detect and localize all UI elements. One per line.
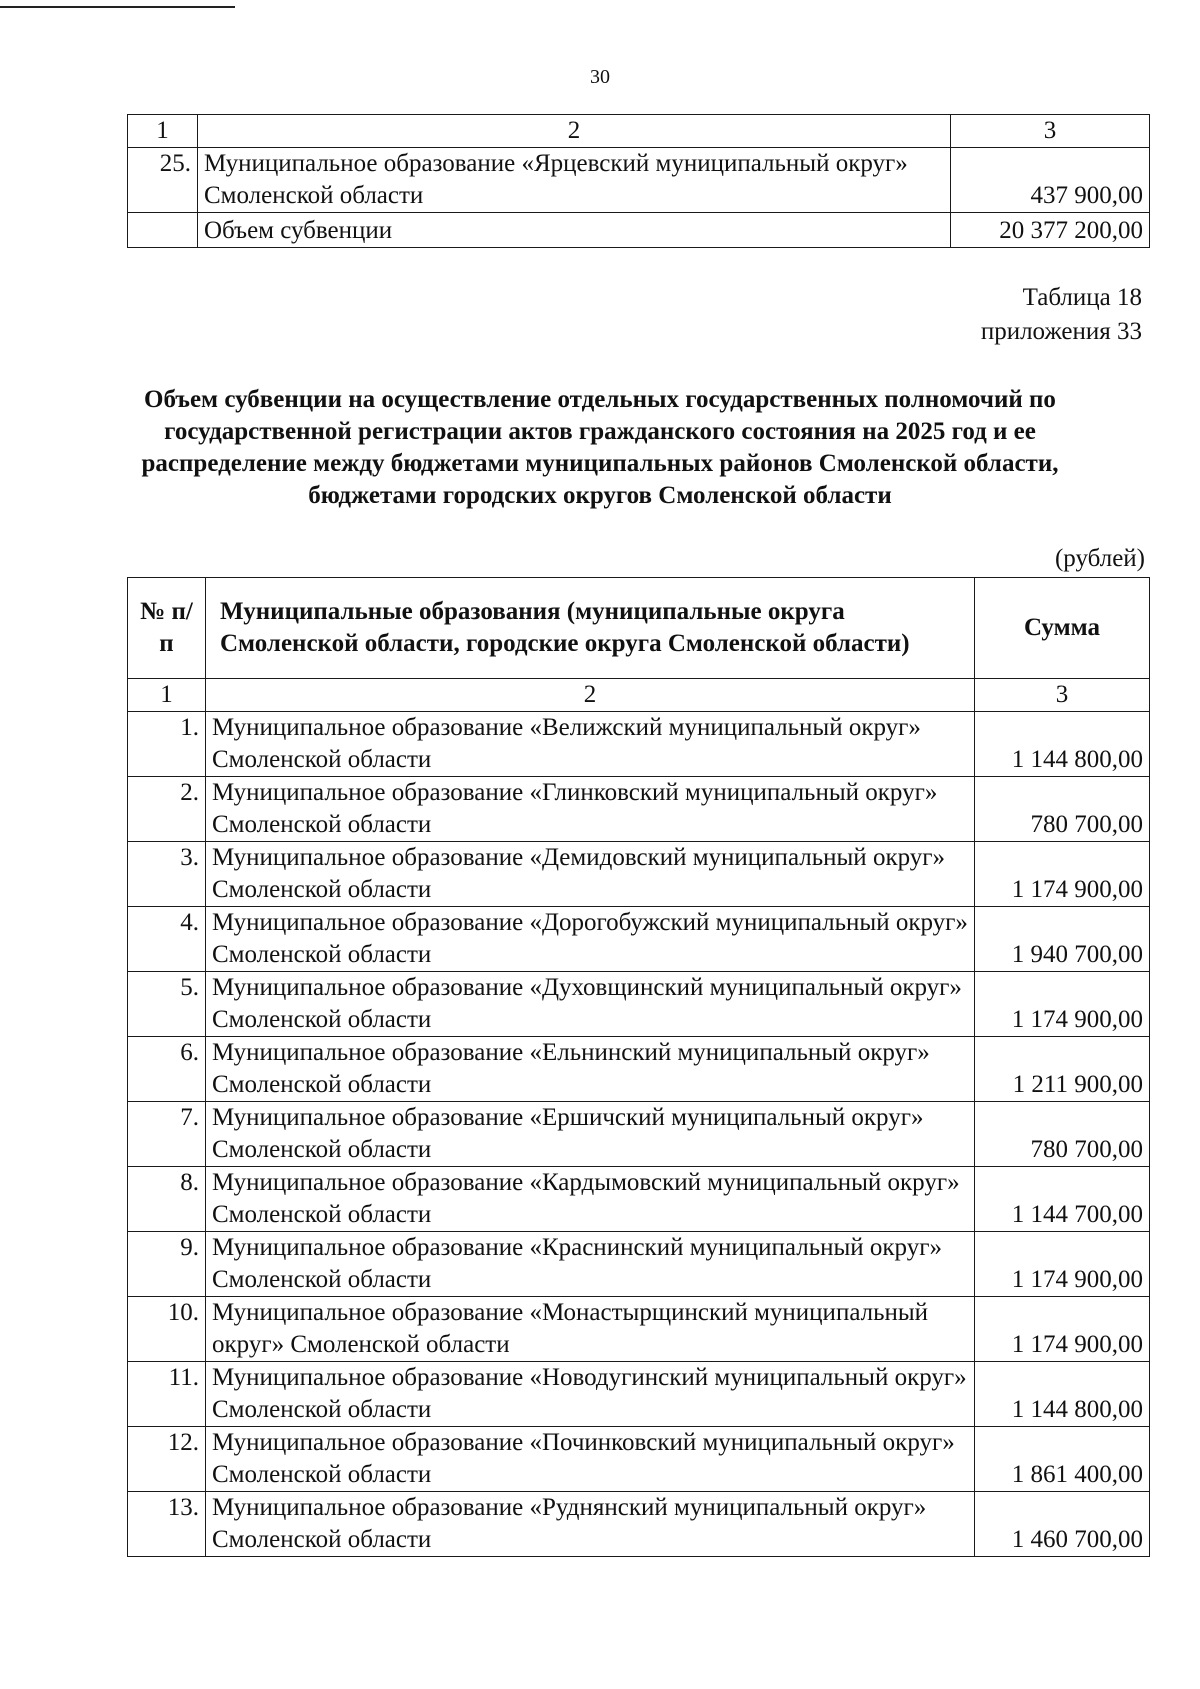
table-row <box>128 712 1150 777</box>
row-sum: 1 144 700,00 <box>975 1167 1150 1232</box>
row-sum: 780 700,00 <box>975 777 1150 842</box>
row-sum: 1 211 900,00 <box>975 1037 1150 1102</box>
table-row <box>128 1492 1150 1557</box>
row-number: 7. <box>128 1102 206 1167</box>
table-row <box>128 1362 1150 1427</box>
row-sum: 1 940 700,00 <box>975 907 1150 972</box>
row-number: 5. <box>128 972 206 1037</box>
row-sum: 1 144 800,00 <box>975 1362 1150 1427</box>
table-row <box>128 1102 1150 1167</box>
column-number: 1 <box>128 679 206 712</box>
scan-edge-line <box>0 6 235 8</box>
row-name: Муниципальное образование «Духовщинский муниципальный округ» Смоленской области <box>206 972 975 1037</box>
main-table-column-numbers <box>128 679 1150 712</box>
column-number: 3 <box>975 679 1150 712</box>
table-row <box>128 1427 1150 1492</box>
row-number <box>128 213 198 248</box>
row-name: Муниципальное образование «Демидовский муниципальный округ» Смоленской области <box>206 842 975 907</box>
row-sum: 1 174 900,00 <box>975 1297 1150 1362</box>
units-label: (рублей) <box>1054 545 1145 572</box>
table-row <box>128 777 1150 842</box>
total-row <box>128 213 1150 248</box>
column-number: 2 <box>198 115 951 148</box>
row-number: 6. <box>128 1037 206 1102</box>
column-number: 3 <box>951 115 1150 148</box>
row-name: Муниципальное образование «Кардымовский муниципальный округ» Смоленской области <box>206 1167 975 1232</box>
row-number: 8. <box>128 1167 206 1232</box>
row-name: Муниципальное образование «Новодугинский муниципальный округ» Смоленской области <box>206 1362 975 1427</box>
row-name: Муниципальное образование «Краснинский муниципальный округ» Смоленской области <box>206 1232 975 1297</box>
row-number: 2. <box>128 777 206 842</box>
table-caption-line1: Таблица 18 <box>1022 284 1142 311</box>
table-row <box>128 907 1150 972</box>
row-sum: 1 174 900,00 <box>975 842 1150 907</box>
row-sum: 437 900,00 <box>951 148 1150 213</box>
column-number: 2 <box>206 679 975 712</box>
row-number: 13. <box>128 1492 206 1557</box>
table-row <box>128 1167 1150 1232</box>
table-row <box>128 972 1150 1037</box>
table-row <box>128 1297 1150 1362</box>
table-caption-line2: приложения 33 <box>980 318 1142 345</box>
row-sum: 780 700,00 <box>975 1102 1150 1167</box>
header-sum: Сумма <box>975 578 1150 679</box>
table-row <box>128 1232 1150 1297</box>
row-number: 12. <box>128 1427 206 1492</box>
row-name: Муниципальное образование «Велижский муниципальный округ» Смоленской области <box>206 712 975 777</box>
header-num: № п/п <box>128 578 206 679</box>
row-name: Муниципальное образование «Монастырщинский муниципальный округ» Смоленской области <box>206 1297 975 1362</box>
row-number: 9. <box>128 1232 206 1297</box>
total-sum: 20 377 200,00 <box>951 213 1150 248</box>
header-name: Муниципальные образования (муниципальные округа Смоленской области, городские округа Смоленской области) <box>206 578 975 679</box>
total-label: Объем субвенции <box>198 213 951 248</box>
row-name: Муниципальное образование «Ельнинский муниципальный округ» Смоленской области <box>206 1037 975 1102</box>
row-name: Муниципальное образование «Глинковский муниципальный округ» Смоленской области <box>206 777 975 842</box>
row-sum: 1 174 900,00 <box>975 972 1150 1037</box>
row-sum: 1 144 800,00 <box>975 712 1150 777</box>
main-table <box>127 577 1150 1557</box>
row-number: 1. <box>128 712 206 777</box>
row-number: 11. <box>128 1362 206 1427</box>
page-number: 30 <box>590 66 610 88</box>
row-name: Муниципальное образование «Ершичский муниципальный округ» Смоленской области <box>206 1102 975 1167</box>
top-table-column-numbers <box>128 115 1150 148</box>
row-number: 10. <box>128 1297 206 1362</box>
table-row <box>128 148 1150 213</box>
row-name: Муниципальное образование «Починковский муниципальный округ» Смоленской области <box>206 1427 975 1492</box>
table-row <box>128 1037 1150 1102</box>
main-table-header <box>128 578 1150 679</box>
column-number: 1 <box>128 115 198 148</box>
row-sum: 1 861 400,00 <box>975 1427 1150 1492</box>
row-sum: 1 174 900,00 <box>975 1232 1150 1297</box>
table-row <box>128 842 1150 907</box>
row-number: 3. <box>128 842 206 907</box>
row-name: Муниципальное образование «Ярцевский муниципальный округ» Смоленской области <box>198 148 951 213</box>
document-heading: Объем субвенции на осуществление отдельных государственных полномочий по государственной регистрации актов гражданского состояния на 2025 год и ее распределение между бюджетами муниципальных районов Смоленской области, бюджетами городских округов Смоленской области <box>141 386 1059 509</box>
row-sum: 1 460 700,00 <box>975 1492 1150 1557</box>
row-name: Муниципальное образование «Руднянский муниципальный округ» Смоленской области <box>206 1492 975 1557</box>
row-number: 4. <box>128 907 206 972</box>
row-name: Муниципальное образование «Дорогобужский муниципальный округ» Смоленской области <box>206 907 975 972</box>
top-table <box>127 114 1150 248</box>
row-number: 25. <box>128 148 198 213</box>
